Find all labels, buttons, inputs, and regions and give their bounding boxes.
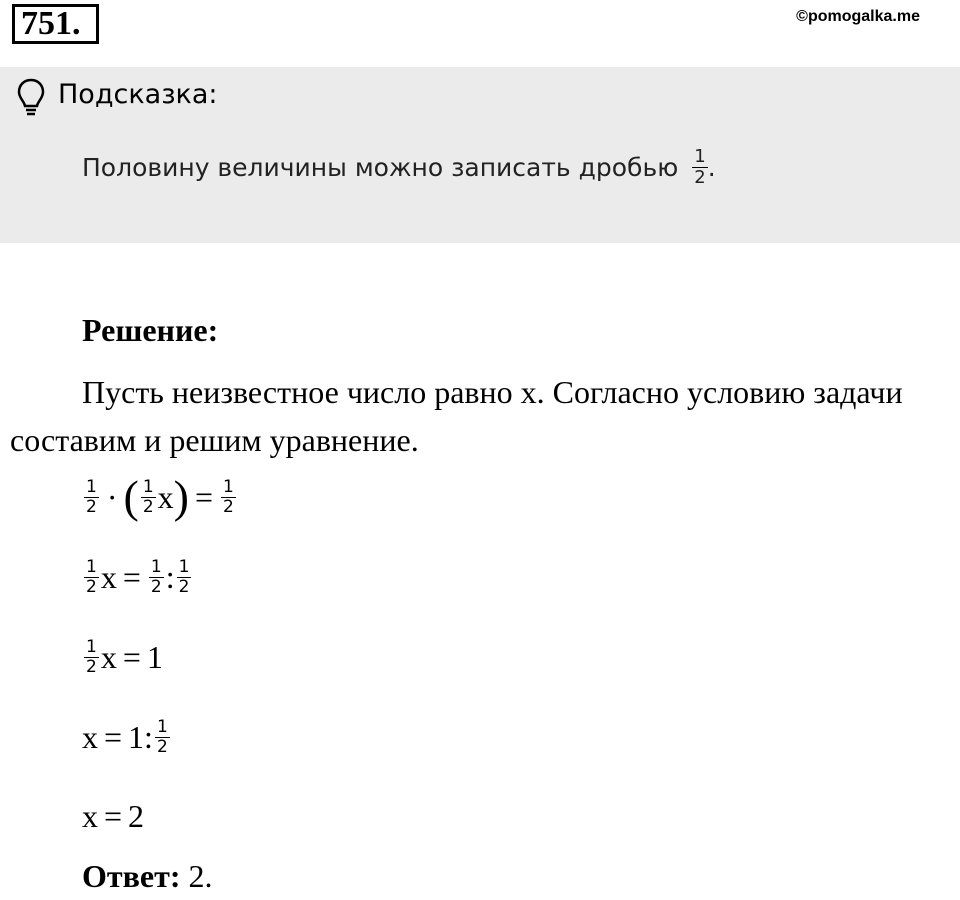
equals-sign: = — [104, 798, 123, 834]
numerator: 1 — [156, 717, 168, 737]
equals-sign: = — [122, 638, 141, 675]
denominator: 2 — [223, 496, 234, 517]
answer — [82, 858, 212, 895]
denominator: 2 — [86, 576, 97, 597]
fraction — [221, 478, 236, 516]
hint-text — [82, 147, 716, 188]
fraction — [155, 718, 170, 756]
numerator: 1 — [86, 637, 97, 657]
fraction — [149, 558, 164, 596]
denominator: 2 — [142, 496, 154, 517]
equals-sign: = — [104, 718, 123, 755]
fraction-denominator: 2 — [694, 166, 706, 188]
colon-sign: : — [165, 558, 175, 595]
solution-title: Решение: — [82, 312, 219, 348]
variable-x: x — [82, 718, 98, 755]
answer-value: 2. — [188, 858, 213, 894]
denominator: 2 — [86, 656, 97, 677]
denominator: 2 — [150, 576, 162, 597]
variable-x: x — [82, 798, 98, 834]
fraction — [84, 478, 99, 516]
value-one: 1 — [128, 718, 145, 755]
hint-box — [0, 67, 960, 243]
rhs-value: 2 — [128, 798, 145, 834]
equation-5 — [82, 798, 144, 835]
hint-fraction — [692, 147, 707, 188]
equation-2 — [82, 558, 193, 596]
lightbulb-icon — [16, 77, 46, 117]
fraction — [177, 558, 192, 596]
right-paren: ) — [173, 471, 189, 522]
hint-title: Подсказка: — [58, 79, 218, 110]
multiply-sign: · — [106, 478, 118, 515]
variable-x: x — [100, 638, 117, 675]
denominator: 2 — [178, 576, 190, 597]
hint-period: . — [707, 152, 716, 182]
numerator: 1 — [178, 557, 190, 577]
numerator: 1 — [223, 476, 234, 497]
denominator: 2 — [156, 736, 168, 757]
hint-sentence: Половину величины можно записать дробью — [82, 152, 679, 182]
variable-x: x — [100, 558, 117, 595]
task-number: 751. — [12, 4, 99, 44]
equation-4 — [82, 718, 172, 756]
fraction — [84, 558, 99, 596]
numerator: 1 — [86, 476, 97, 497]
watermark: ©pomogalka.me — [796, 8, 920, 25]
variable-x: x — [157, 478, 174, 515]
colon-sign: : — [144, 718, 153, 755]
rhs-value: 1 — [146, 638, 163, 675]
equation-3 — [82, 638, 163, 676]
answer-label: Ответ: — [82, 858, 181, 894]
fraction — [84, 638, 99, 676]
equals-sign: = — [194, 478, 214, 515]
denominator: 2 — [86, 496, 97, 517]
left-paren: ( — [123, 471, 139, 522]
numerator: 1 — [150, 557, 162, 577]
numerator: 1 — [86, 557, 97, 577]
numerator: 1 — [142, 476, 154, 497]
equation-1 — [82, 471, 238, 522]
fraction — [141, 478, 156, 516]
fraction-numerator: 1 — [694, 146, 706, 167]
solution-paragraph: Пусть неизвестное число равно x. Согласно условию задачи составим и решим уравнение. — [10, 374, 903, 458]
equals-sign: = — [122, 558, 141, 595]
